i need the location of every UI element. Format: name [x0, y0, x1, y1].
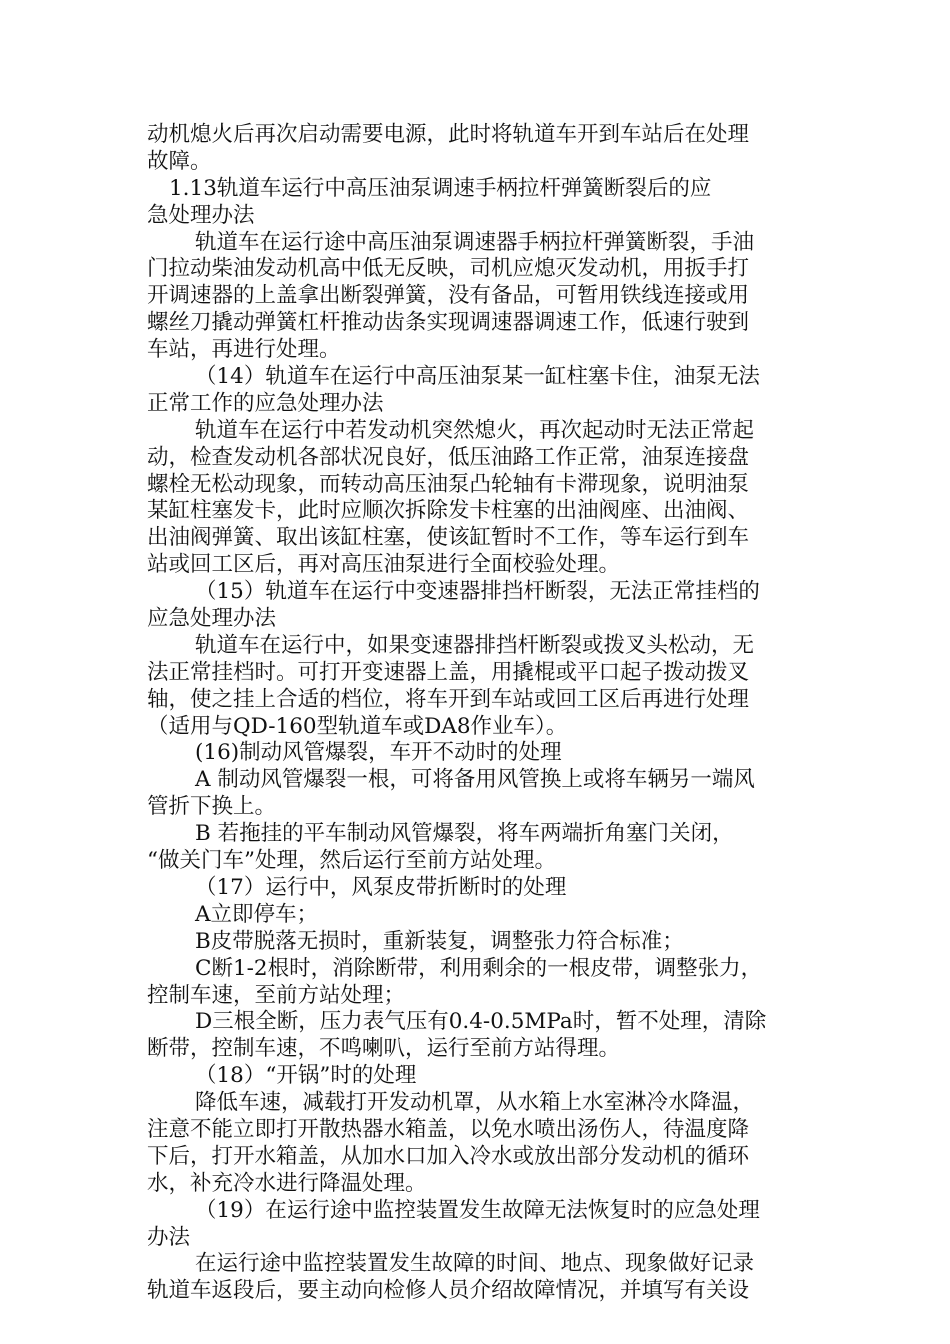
text-line: “做关门车”处理，然后运行至前方站处理。	[147, 848, 556, 874]
text-line: 门拉动柴油发动机高中低无反映，司机应熄灭发动机，用扳手打	[147, 256, 750, 282]
text-line: 站或回工区后，再对高压油泵进行全面校验处理。	[147, 552, 621, 578]
text-line: 降低车速，减载打开发动机罩，从水箱上水室淋冷水降温，	[195, 1090, 755, 1116]
text-line: 水，补充冷水进行降温处理。	[147, 1170, 427, 1196]
text-line: 轨道车在运行中，如果变速器排挡杆断裂或拨叉头松动，无	[195, 632, 755, 658]
text-line: (16)制动风管爆裂，车开不动时的处理	[195, 740, 562, 766]
text-line: A立即停车；	[195, 901, 319, 927]
text-line: 注意不能立即打开散热器水箱盖，以免水喷出汤伤人，待温度降	[147, 1116, 750, 1142]
text-line: 正常工作的应急处理办法	[147, 390, 384, 416]
text-line: （14）轨道车在运行中高压油泵某一缸柱塞卡住，油泵无法	[195, 364, 760, 390]
text-line: 轴，使之挂上合适的档位，将车开到车站或回工区后再进行处理	[147, 686, 750, 712]
text-line: 断带，控制车速，不鸣喇叭，运行至前方站得理。	[147, 1036, 621, 1062]
text-line: A 制动风管爆裂一根，可将备用风管换上或将车辆另一端风	[195, 767, 755, 793]
text-line: 应急处理办法	[147, 606, 277, 632]
text-line: 控制车速，至前方站处理；	[147, 982, 406, 1008]
text-line: C断1-2根时，消除断带，利用剩余的一根皮带，调整张力，	[195, 955, 763, 981]
text-line: 故障。	[147, 148, 212, 174]
text-line: 出油阀弹簧、取出该缸柱塞，使该缸暂时不工作，等车运行到车	[147, 525, 750, 551]
text-line: 某缸柱塞发卡，此时应顺次拆除发卡柱塞的出油阀座、出油阀、	[147, 498, 750, 524]
document-body	[147, 122, 817, 1305]
text-line: 轨道车在运行中若发动机突然熄火，再次起动时无法正常起	[195, 417, 755, 443]
text-line: （15）轨道车在运行中变速器排挡杆断裂，无法正常挂档的	[195, 579, 760, 605]
text-line: 1.13轨道车运行中高压油泵调速手柄拉杆弹簧断裂后的应	[169, 175, 712, 201]
text-line: B 若拖挂的平车制动风管爆裂，将车两端折角塞门关闭，	[195, 821, 734, 847]
text-line: （18）“开锅”时的处理	[195, 1063, 417, 1089]
text-line: 下后，打开水箱盖，从加水口加入冷水或放出部分发动机的循环	[147, 1143, 750, 1169]
text-line: 螺栓无松动现象，而转动高压油泵凸轮轴有卡滞现象，说明油泵	[147, 471, 750, 497]
text-line: 动机熄火后再次启动需要电源，此时将轨道车开到车站后在处理	[147, 122, 750, 147]
text-line: 在运行途中监控装置发生故障的时间、地点、现象做好记录	[195, 1251, 755, 1277]
text-line: 轨道车在运行途中高压油泵调速器手柄拉杆弹簧断裂，手油	[195, 229, 755, 255]
text-line: 开调速器的上盖拿出断裂弹簧，没有备品，可暂用铁线连接或用	[147, 283, 750, 309]
text-line: 螺丝刀撬动弹簧杠杆推动齿条实现调速器调速工作，低速行驶到	[147, 310, 750, 336]
text-line: 轨道车返段后，要主动向检修人员介绍故障情况，并填写有关设	[147, 1278, 750, 1304]
text-line: （19）在运行途中监控装置发生故障无法恢复时的应急处理	[195, 1197, 760, 1223]
text-line: D三根全断，压力表气压有0.4-0.5MPa时，暂不处理，清除	[195, 1009, 767, 1035]
text-line: （17）运行中，风泵皮带折断时的处理	[195, 874, 567, 900]
text-line: 法正常挂档时。可打开变速器上盖，用撬棍或平口起子拨动拨叉	[147, 659, 750, 685]
text-line: （适用与QD-160型轨道车或DA8作业车）。	[147, 713, 568, 739]
text-line: 办法	[147, 1224, 191, 1250]
text-line: 急处理办法	[147, 202, 255, 228]
text-line: 动，检查发动机各部状况良好，低压油路工作正常，油泵连接盘	[147, 444, 750, 470]
text-line: B皮带脱落无损时，重新装复，调整张力符合标准；	[195, 928, 684, 954]
text-line: 车站，再进行处理。	[147, 337, 341, 363]
text-line: 管折下换上。	[147, 794, 277, 820]
